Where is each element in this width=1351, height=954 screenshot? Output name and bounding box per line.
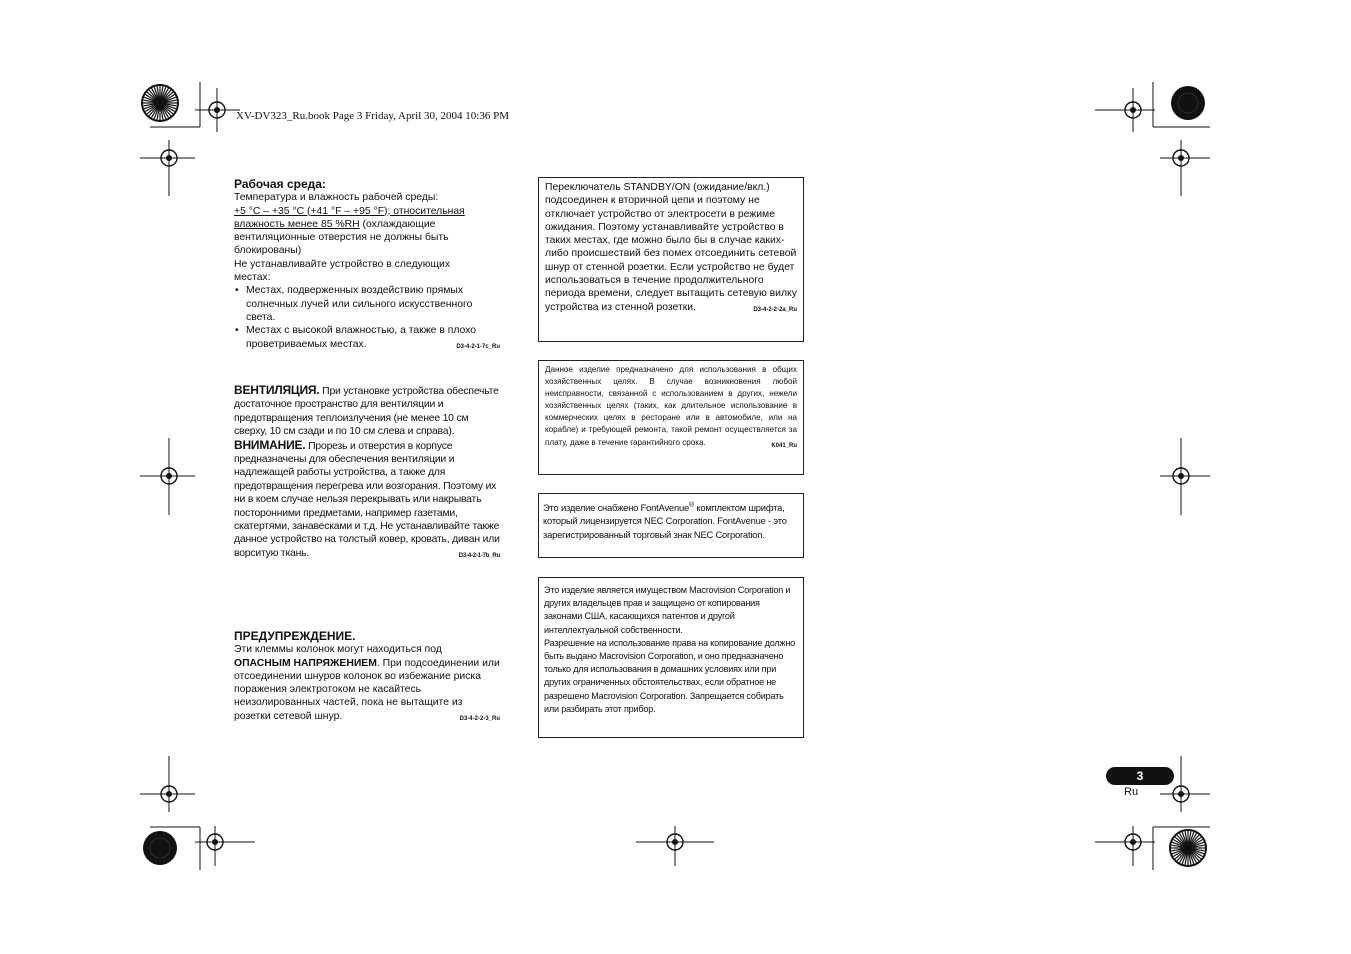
standby-box (538, 177, 804, 342)
page-number: 3 (1106, 767, 1174, 785)
doc-code: D3-4-2-2-3_Ru (459, 715, 500, 722)
fontavenue-text: комплектом шрифта, который лицензируется NEC Corporation. FontAvenue - это зарегистрированный торговый знак NEC Corporation. (543, 502, 787, 540)
list-item (246, 324, 500, 351)
doc-code: D3-4-2-2-2a_Ru (753, 306, 797, 313)
warning-paragraph (234, 643, 500, 723)
ventilation-text: При установке устройства обеспечьте достаточное пространство для вентиляции и предотвращения теплоизлучения (не менее 10 см сверху, 10 см сзади и по 10 см слева и справа). (234, 386, 499, 438)
registered-mark: ® (688, 502, 694, 509)
macrovision-paragraph: Это изделие является имуществом Macrovision Corporation и других владельцев прав и защищено от копирования законами США, касающихся патентов и другой интеллектуальной собственности. (544, 585, 791, 635)
environment-list (234, 284, 500, 350)
fontavenue-text: Это изделие снабжено FontAvenue (543, 502, 689, 514)
list-item-text: Местах с высокой влажностью, а также в плохо проветриваемых местах. (246, 325, 477, 350)
language-label: Ru (1124, 786, 1139, 798)
macrovision-paragraph: Разрешение на использование права на копирование должно быть выдано Macrovision Corporation, и оно предназначено только для использования в домашних условиях или при других ограниченных обстоятельствах, если обратное не разрешено Macrovision Corporation. Запрещается собирать или разбирать этот прибор. (544, 637, 796, 714)
environment-line: вентиляционные отверстия не должны быть (234, 232, 449, 244)
warning-section (234, 630, 500, 726)
list-item: • Местах, подверженных воздействию прямых солнечных лучей или сильного искусственного света. (246, 284, 500, 324)
warning-text: . При подсоединении или отсоединении шнуров колонок во избежание риска поражения электротоком не касайтесь неизолированных частей, пока не вытащите из розетки сетевой шнур. (234, 657, 500, 722)
doc-code: K041_Ru (771, 442, 797, 449)
environment-line: местах: (234, 272, 271, 284)
caution-text: Прорезь и отверстия в корпусе предназначены для обеспечения вентиляции и надлежащей работы устройства, а также для предотвращения перегрева или возгорания. Поэтому их ни в коем случае нельзя перекрывать или накрывать посторонними предметами, например газетами, скатертями, занавесками и т.д. Не устанавливайте также данное устройство на толстый ковер, кровать, диван или ворситую ткань. (234, 440, 500, 559)
warning-title: ПРЕДУПРЕЖДЕНИЕ. (234, 629, 356, 643)
caution-title: ВНИМАНИЕ. (234, 437, 306, 452)
macrovision-box (538, 577, 804, 738)
caution-paragraph (234, 439, 500, 561)
environment-line: блокированы) (234, 245, 302, 257)
environment-line: Температура и влажность рабочей среды: (234, 192, 439, 204)
doc-code: D3-4-2-1-7c_Ru (456, 343, 500, 350)
book-header: XV-DV323_Ru.book Page 3 Friday, April 30, 2004 10:36 PM (236, 110, 509, 122)
warning-bold: ОПАСНЫМ НАПРЯЖЕНИЕМ (234, 657, 377, 669)
standby-text: Переключатель STANDBY/ON (ожидание/вкл.) подсоединен к вторичной цепи и поэтому не отключает устройство от электросети в режиме ожидания. Поэтому устанавливайте устройство в таких местах, где можно было бы в случае каких-либо происшествий без помех отсоединить сетевой шнур от стенной розетки. Если устройство не будет использоваться в течение продолжительного периода времени, следует вытащить сетевую вилку устройства из стенной розетки. (545, 182, 797, 313)
ventilation-section (234, 384, 500, 563)
environment-title: Рабочая среда: (234, 177, 326, 191)
environment-line: +5 °C – +35 °C (+41 °F – +95 °F); относительная (234, 205, 465, 217)
warning-text: Эти клеммы колонок могут находиться под (234, 644, 442, 656)
environment-line (234, 218, 500, 231)
environment-section (234, 178, 500, 354)
doc-code: D3-4-2-1-7b_Ru (458, 552, 500, 559)
environment-line: Не устанавливайте устройство в следующих (234, 258, 451, 270)
household-box (538, 360, 804, 475)
ventilation-title: ВЕНТИЛЯЦИЯ. (234, 383, 320, 397)
fontavenue-box (538, 493, 804, 558)
household-text: Данное изделие предназначено для использования в общих хозяйственных целях. В случае возникновения любой неисправности, связанной с использованием в других, нежели хозяйственных целях (таких, как длительное использование в коммерческих целях в ресторане или в автомобиле, или на корабле) и требующей ремонта, такой ремонт осуществляется за плату, даже в течение гарантийного срока. (545, 365, 797, 447)
ventilation-paragraph (234, 384, 500, 439)
humidity-note: (охлаждающие (359, 218, 436, 230)
humidity-text: влажность менее 85 %RH (234, 218, 360, 230)
